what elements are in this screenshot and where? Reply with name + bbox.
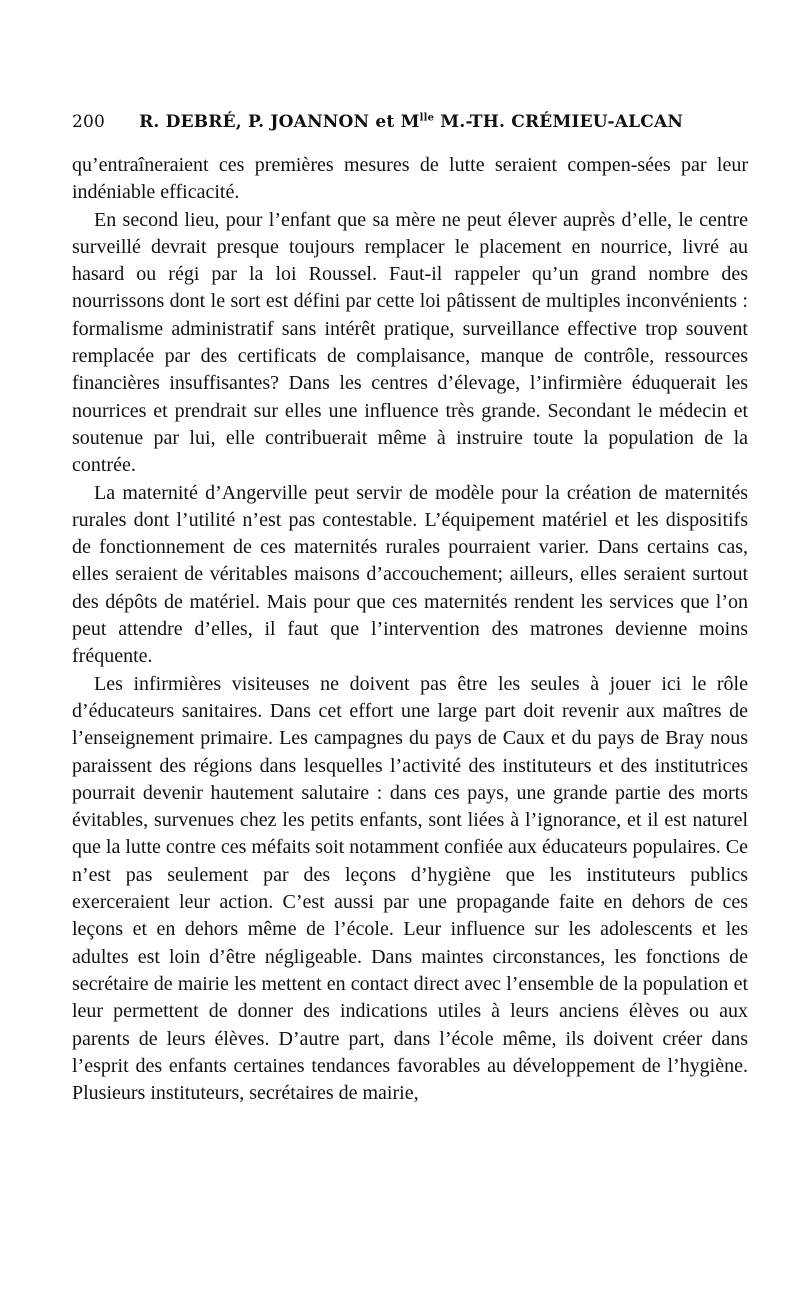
paragraph-maternite: La maternité d’Angerville peut servir de modèle pour la création de maternités rurales dont l’utilité n’est pas contestable. L’équipement matériel et les dispositifs de fonctionnement de ces maternités rurales pourraient varier. Dans certains cas, elles seraient de véritables maisons d’accouchement; ailleurs, elles seraient surtout des dépôts de matériel. Mais pour que ces maternités rendent les services que l’on peut attendre d’elles, il faut que l’intervention des matrones devienne moins fréquente.: [72, 481, 748, 668]
authors-before-sup: R. DEBRÉ, P. JOANNON et M: [139, 112, 420, 132]
authors-after-sup: M.-TH. CRÉMIEU-ALCAN: [434, 112, 684, 132]
body-text: [72, 152, 748, 1107]
running-header: [72, 112, 748, 152]
page-number: 200: [72, 112, 106, 132]
paragraph-second-place: En second lieu, pour l’enfant que sa mère ne peut élever auprès d’elle, le centre surveillé devrait presque toujours remplacer le placement en nourrice, livré au hasard ou régi par la loi Roussel. Faut-il rappeler qu’un grand nombre des nourrissons dont le sort est défini par cette loi pâtissent de multiples inconvénients : formalisme administratif sans intérêt pratique, surveillance effective trop souvent remplacée par des certificats de complaisance, manque de contrôle, ressources financières insuffisantes? Dans les centres d’élevage, l’infirmière éduquerait les nourrices et prendrait sur elles une influence très grande. Secondant le médecin et soutenue par lui, elle contribuerait même à instruire toute la population de la contrée.: [72, 208, 748, 477]
paragraph-infirmieres: Les infirmières visiteuses ne doivent pas être les seules à jouer ici le rôle d’éducateurs sanitaires. Dans cet effort une large part doit revenir aux maîtres de l’enseignement primaire. Les campagnes du pays de Caux et du pays de Bray nous paraissent des régions dans lesquelles l’activité des instituteurs et des institutrices pourrait devenir hautement salutaire : dans ces pays, une grande partie des morts évitables, survenues chez les petits enfants, sont liées à l’ignorance, et il est naturel que la lutte contre ces méfaits soit notamment confiée aux éducateurs populaires. Ce n’est pas seulement par des leçons d’hygiène que les instituteurs publics exerceraient leur action. C’est aussi par une propagande faite en dehors de ces leçons et en dehors même de l’école. Leur influence sur les adolescents et les adultes est loin d’être négligeable. Dans maintes circonstances, les fonctions de secrétaire de mairie les mettent en contact direct avec l’ensemble de la population et leur permettent de donner des indications utiles à leurs anciens élèves ou aux parents de leurs élèves. D’autre part, dans l’école même, ils doivent créer dans l’esprit des enfants certaines tendances favorables au développement de l’hygiène. Plusieurs instituteurs, secrétaires de mairie,: [72, 672, 748, 1105]
authors-superscript: lle: [419, 112, 435, 124]
book-page: [72, 112, 748, 1107]
paragraph-continued: qu’entraîneraient ces premières mesures de lutte seraient compen-sées par leur indéniable efficacité.: [72, 154, 748, 204]
running-title: [139, 112, 683, 132]
